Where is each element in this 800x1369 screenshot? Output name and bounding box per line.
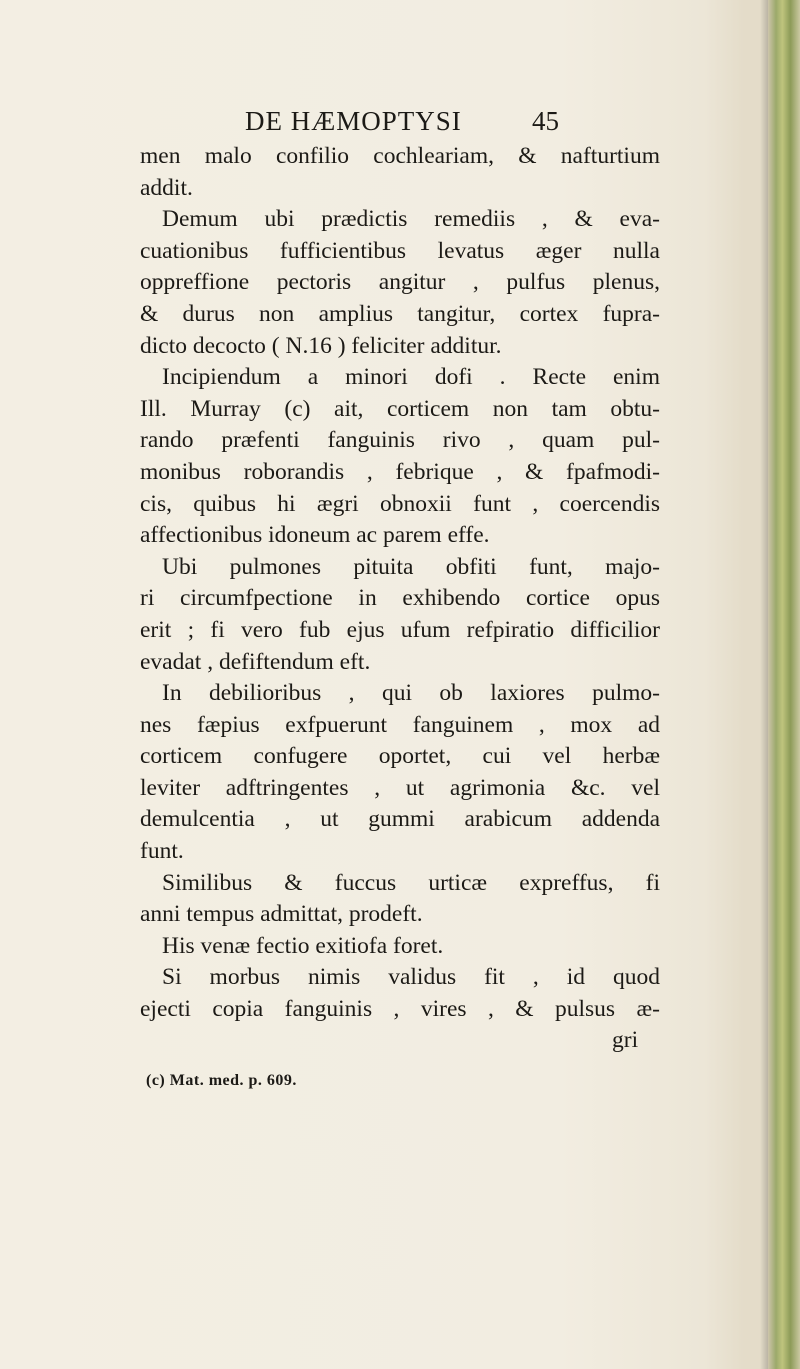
text-line: nes fæpius exfpuerunt fanguinem , mox ad	[140, 711, 660, 738]
text-line: evadat , defiftendum eft.	[140, 648, 371, 675]
gutter-shadow	[760, 0, 768, 1369]
text-line: affectionibus idoneum ac parem effe.	[140, 522, 490, 549]
text-line: monibus roborandis , febrique , & fpafmodi-	[140, 458, 660, 485]
text-line: & durus non amplius tangitur, cortex fupra-	[140, 300, 660, 327]
text-line: Incipiendum a minori dofi . Recte enim	[162, 364, 660, 391]
text-line: erit ; fi vero fub ejus ufum refpiratio difficilior	[140, 616, 660, 643]
text-line: cuationibus fufficientibus levatus æger nulla	[140, 237, 660, 264]
text-line: oppreffione pectoris angitur , pulfus plenus,	[140, 269, 660, 296]
text-line: His venæ fectio exitiofa foret.	[162, 932, 444, 959]
text-line: dicto decocto ( N.16 ) feliciter additur.	[140, 332, 502, 359]
footnote: (c) Mat. med. p. 609.	[146, 1072, 297, 1089]
page-header	[0, 100, 800, 140]
text-line: Si morbus nimis validus fit , id quod	[162, 964, 660, 991]
text-line: funt.	[140, 838, 184, 865]
body-text	[140, 141, 660, 1026]
text-line: corticem confugere oportet, cui vel herbæ	[140, 743, 660, 770]
text-line: Ubi pulmones pituita obfiti funt, majo-	[162, 553, 660, 580]
text-line: ri circumfpectione in exhibendo cortice opus	[140, 585, 660, 612]
text-line: ejecti copia fanguinis , vires , & pulsus æ-	[140, 996, 660, 1023]
page-edge-binding	[768, 0, 800, 1369]
text-line: anni tempus admittat, prodeft.	[140, 901, 423, 928]
text-line: In debilioribus , qui ob laxiores pulmo-	[162, 680, 660, 707]
text-line: Demum ubi prædictis remediis , & eva-	[162, 206, 660, 233]
text-line: Similibus & fuccus urticæ expreffus, fi	[162, 869, 660, 896]
text-line: leviter adftringentes , ut agrimonia &c. vel	[140, 774, 660, 801]
text-line: cis, quibus hi ægri obnoxii funt , coercendis	[140, 490, 660, 517]
text-line: men malo confilio cochleariam, & nafturtium	[140, 143, 660, 169]
text-line: demulcentia , ut gummi arabicum addenda	[140, 806, 660, 833]
running-head: DE HÆMOPTYSI	[245, 106, 462, 136]
catchword: gri	[612, 1027, 639, 1053]
text-line: addit.	[140, 174, 193, 201]
page-number: 45	[532, 106, 559, 136]
text-line: rando præfenti fanguinis rivo , quam pul-	[140, 427, 660, 454]
text-line: Ill. Murray (c) ait, corticem non tam obtu-	[140, 395, 660, 422]
